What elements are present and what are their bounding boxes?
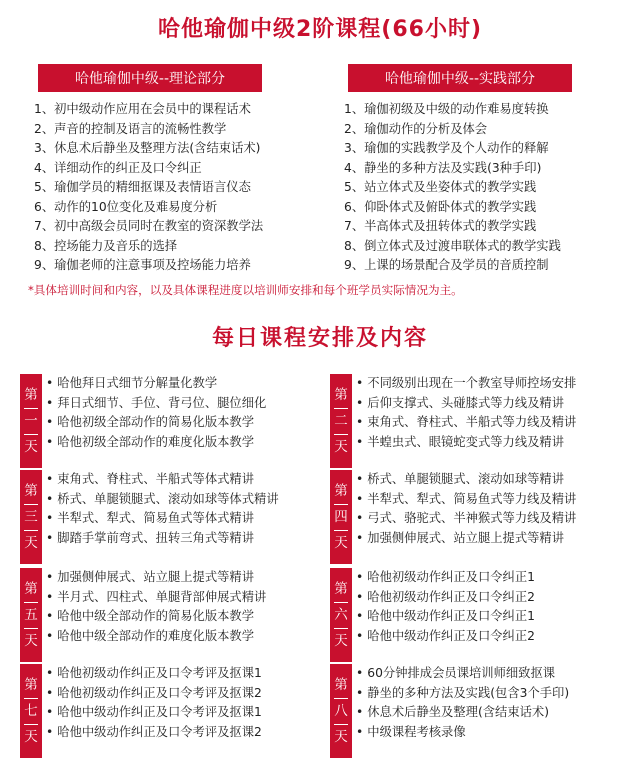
day-items [356,470,576,548]
practice-item: 5、站立体式及坐姿体式的教学实践 [344,180,537,194]
list-item: • 哈他中级动作纠正及口令考评及抠课1 [46,703,262,723]
day-tag: 第 八 天 [330,664,352,758]
list-item: • 60分钟排成会员课培训师细致抠课 [356,664,569,684]
day-items [46,664,262,742]
day-tag: 第 四 天 [330,470,352,564]
theory-item: 2、声音的控制及语言的流畅性教学 [34,121,227,136]
theory-item: 8、控场能力及音乐的选择 [34,238,178,253]
theory-item: 3、休息术后静坐及整理方法(含结束话术) [34,141,261,155]
day-items [46,470,279,548]
list-item: • 加强侧伸展式、站立腿上提式等精讲 [356,529,576,549]
day-items [356,568,535,646]
practice-item: 1、瑜伽初级及中级的动作难易度转换 [344,102,549,116]
day-card-4 [330,470,630,570]
list-item: • 桥式、单腿锁腿式、滚动如球等精讲 [356,470,576,490]
practice-item: 9、上课的场景配合及学员的音质控制 [344,258,549,272]
list-item: • 哈他初级动作纠正及口令纠正1 [356,568,535,588]
practice-banner: 哈他瑜伽中级--实践部分 [348,64,572,92]
theory-item: 6、动作的10位变化及难易度分析 [34,199,218,214]
footnote: *具体培训时间和内容，以及具体课程进度以培训师安排和每个班学员实际情况为主。 [28,283,463,297]
theory-item: 4、详细动作的纠正及口令纠正 [34,160,202,175]
list-item: • 半犁式、犁式、简易鱼式等体式精讲 [46,509,279,529]
day-tag: 第 三 天 [20,470,42,564]
day-tag: 第 二 天 [330,374,352,468]
list-item: • 束角式、脊柱式、半船式等力线及精讲 [356,413,576,433]
theory-item: 1、初中级动作应用在会员中的课程话术 [34,102,251,116]
list-item: • 半月式、四柱式、单腿背部伸展式精讲 [46,588,266,608]
list-item: • 哈他初级全部动作的简易化版本教学 [46,413,266,433]
practice-item: 8、倒立体式及过渡串联体式的教学实践 [344,238,561,253]
theory-banner: 哈他瑜伽中级--理论部分 [38,64,262,92]
day-items [46,374,266,452]
day-items [356,374,576,452]
day-card-2 [330,374,630,474]
theory-item: 5、瑜伽学员的精细抠课及表情语言仪态 [34,180,251,194]
list-item: • 哈他初级全部动作的难度化版本教学 [46,433,266,453]
theory-item: 9、瑜伽老师的注意事项及控场能力培养 [34,258,251,272]
list-item: • 哈他中级动作纠正及口令考评及抠课2 [46,723,262,743]
day-tag: 第 一 天 [20,374,42,468]
list-item: • 哈他拜日式细节分解量化教学 [46,374,266,394]
day-items [356,664,569,742]
list-item: • 哈他中级动作纠正及口令纠正2 [356,627,535,647]
list-item: • 不同级别出现在一个教室导师控场安排 [356,374,576,394]
list-item: • 束角式、脊柱式、半船式等体式精讲 [46,470,279,490]
list-item: • 脚踏手掌前弯式、扭转三角式等精讲 [46,529,279,549]
list-item: • 弓式、骆驼式、半神猴式等力线及精讲 [356,509,576,529]
list-item: • 哈他中级全部动作的简易化版本教学 [46,607,266,627]
list-item: • 静坐的多种方法及实践(包含3个手印) [356,684,569,704]
list-item: • 哈他初级动作纠正及口令考评及抠课1 [46,664,262,684]
practice-item: 4、静坐的多种方法及实践(3种手印) [344,160,542,175]
day-card-5 [20,568,320,668]
practice-section [344,64,640,276]
day-card-3 [20,470,320,570]
list-item: • 加强侧伸展式、站立腿上提式等精讲 [46,568,266,588]
list-item: • 哈他中级全部动作的难度化版本教学 [46,627,266,647]
schedule-title: 每日课程安排及内容 [211,326,428,351]
list-item: • 哈他中级动作纠正及口令纠正1 [356,607,535,627]
page-title: 哈他瑜伽中级2阶课程(66小时) [157,17,483,42]
theory-item: 7、初中高级会员同时在教室的资深教学法 [34,219,264,233]
day-tag: 第 七 天 [20,664,42,758]
day-card-1 [20,374,320,474]
theory-list [34,100,334,276]
list-item: • 后仰支撑式、头碰膝式等力线及精讲 [356,394,576,414]
list-item: • 桥式、单腿锁腿式、滚动如球等体式精讲 [46,490,279,510]
practice-item: 6、仰卧体式及俯卧体式的教学实践 [344,199,537,214]
practice-item: 7、半高体式及扭转体式的教学实践 [344,219,537,233]
list-item: • 拜日式细节、手位、背弓位、腿位细化 [46,394,266,414]
practice-list [344,100,640,276]
theory-section [34,64,334,276]
list-item: • 哈他初级动作纠正及口令考评及抠课2 [46,684,262,704]
practice-item: 2、瑜伽动作的分析及体会 [344,121,488,136]
list-item: • 中级课程考核录像 [356,723,569,743]
day-tag: 第 五 天 [20,568,42,662]
list-item: • 半犁式、犁式、简易鱼式等力线及精讲 [356,490,576,510]
day-tag: 第 六 天 [330,568,352,662]
list-item: • 休息术后静坐及整理(含结束话术) [356,703,569,723]
day-card-7 [20,664,320,764]
day-card-8 [330,664,630,764]
day-items [46,568,266,646]
list-item: • 半蝗虫式、眼镜蛇变式等力线及精讲 [356,433,576,453]
practice-item: 3、瑜伽的实践教学及个人动作的释解 [344,141,549,155]
list-item: • 哈他初级动作纠正及口令纠正2 [356,588,535,608]
day-card-6 [330,568,630,668]
